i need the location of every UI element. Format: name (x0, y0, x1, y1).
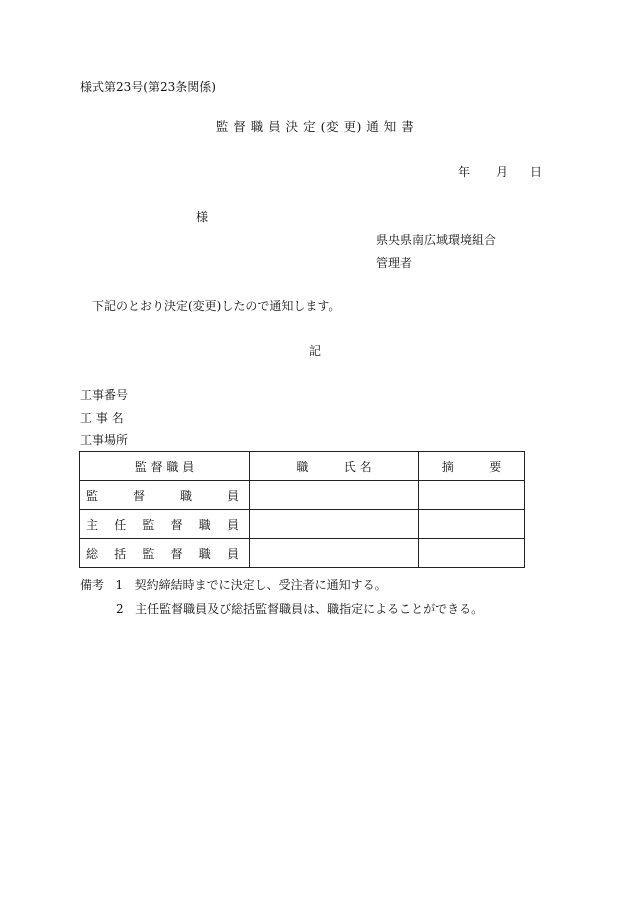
document-title: 監 督 職 員 決 定 (変 更) 通 知 書 (215, 119, 415, 134)
field-work-location: 工事場所 (80, 433, 129, 447)
note-2 (116, 602, 483, 616)
name-cell[interactable] (250, 510, 419, 539)
ki-marker: 記 (308, 344, 321, 358)
table-row (80, 539, 525, 568)
row-label: 主任監督職員 (80, 510, 250, 539)
body-text: 下記のとおり決定(変更)したので通知します。 (92, 299, 341, 313)
sender-organization: 県央県南広域環境組合 (376, 233, 497, 247)
table-row (80, 510, 525, 539)
row-label: 監督職員 (80, 481, 250, 510)
date-month-label: 月 (496, 165, 509, 179)
note-1 (80, 578, 387, 592)
header-remarks: 摘 要 (419, 452, 525, 481)
supervisor-table (79, 451, 525, 568)
name-cell[interactable] (250, 481, 419, 510)
field-work-number: 工事番号 (80, 388, 129, 402)
header-title-name: 職 氏 名 (250, 452, 419, 481)
date-year-label: 年 (458, 165, 471, 179)
table-row (80, 481, 525, 510)
remarks-cell[interactable] (419, 481, 525, 510)
note-number: 1 (115, 578, 124, 592)
form-number: 様式第23号(第23条関係) (80, 80, 216, 94)
field-work-name: 工 事 名 (80, 411, 124, 425)
remarks-cell[interactable] (419, 510, 525, 539)
remarks-cell[interactable] (419, 539, 525, 568)
addressee-honorific: 様 (196, 210, 209, 224)
note-number: 2 (116, 602, 124, 616)
table-header-row (80, 452, 525, 481)
date-day-label: 日 (530, 165, 543, 179)
note-text: 契約締結時までに決定し、受注者に通知する。 (134, 578, 387, 592)
row-label: 総括監督職員 (80, 539, 250, 568)
name-cell[interactable] (250, 539, 419, 568)
note-text: 主任監督職員及び総括監督職員は、職指定によることができる。 (135, 602, 484, 616)
sender-role: 管理者 (376, 256, 413, 270)
notes-label: 備考 (80, 578, 105, 592)
header-supervisor: 監 督 職 員 (80, 452, 250, 481)
